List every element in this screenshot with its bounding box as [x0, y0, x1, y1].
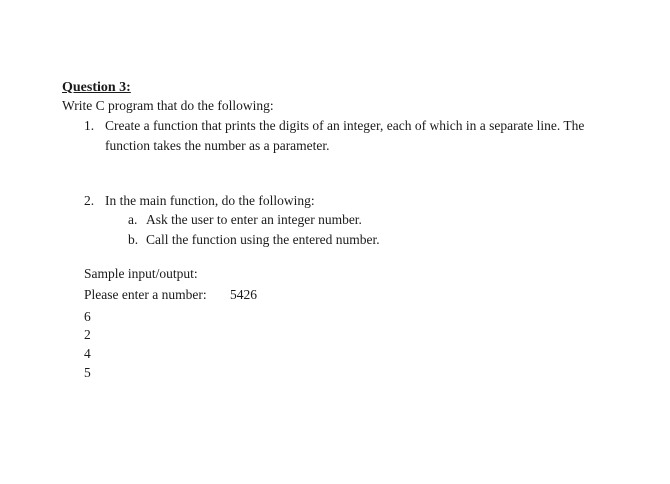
item-1-number: 1. — [84, 118, 95, 133]
sample-input-value: 5426 — [230, 287, 257, 302]
sample-output-line: 6 — [84, 309, 91, 324]
item-2-number: 2. — [84, 193, 95, 208]
subitem-b-letter: b. — [128, 232, 139, 247]
sample-title: Sample input/output: — [84, 266, 198, 281]
subitem-a-letter: a. — [128, 212, 138, 227]
sample-prompt: Please enter a number: — [84, 287, 207, 302]
sample-output-line: 5 — [84, 365, 91, 380]
sample-output-line: 4 — [84, 346, 91, 361]
subitem-b-text: Call the function using the entered number. — [146, 232, 380, 247]
question-heading: Question 3: — [62, 80, 131, 95]
item-2-line-1: In the main function, do the following: — [105, 193, 315, 208]
item-1-line-2: function takes the number as a parameter. — [105, 138, 330, 153]
question-intro: Write C program that do the following: — [62, 98, 274, 113]
sample-output-line: 2 — [84, 327, 91, 342]
subitem-a-text: Ask the user to enter an integer number. — [146, 212, 362, 227]
item-1-line-1: Create a function that prints the digits of an integer, each of which in a separate line. The — [105, 118, 585, 133]
